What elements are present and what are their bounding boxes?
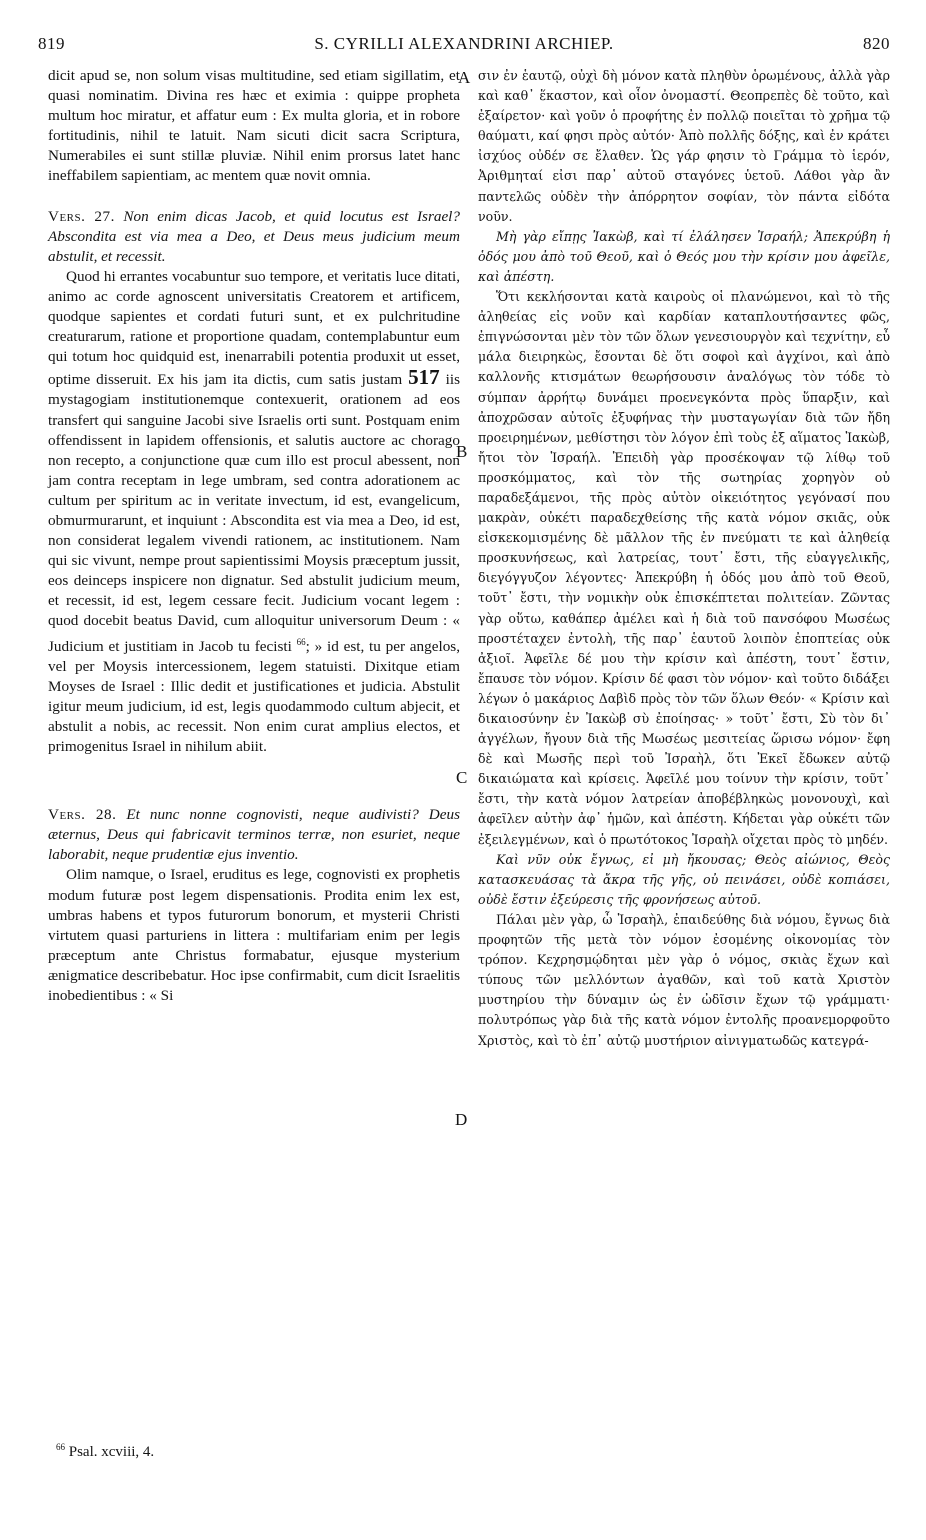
latin-paragraph [48,267,460,757]
footnote [56,1442,154,1461]
latin-verse-27 [48,207,460,267]
margin-letter-c: C [456,768,468,787]
latin-text: Quod hi errantes vocabuntur suo tempore, et veritatis luce ditati, animo ac corde agnoscent universitatis Creatorem et artificem, quodque sapientes et cordati futuri sunt, et ex pulchritudine creaturarum, ratione et proportione quadam, contemplabuntur eum qui totum hoc quidquid est, inenarrabili potentia produxit ut esset, optime disseruit. Ex his jam ita dictis, cum satis justam [48,267,460,389]
greek-column [478,66,890,1051]
running-title: S. CYRILLI ALEXANDRINI ARCHIEP. [314,34,614,53]
latin-column [48,66,460,1006]
latin-text: ; » id est, tu per angelos, vel per Moysis intercessionem, legem statuisti. Dixitque etiam Moyses de Israel : Illic dedit et justificationes et judicia. Abstulit igitur meum judicium, id est, legis quodammodo cultum abjecit, et abstulit a nobis, ac recessit. Non enim curat amplius electos, et primogenitus Israel in nihilum abiit. [48,637,460,756]
page-header [38,34,890,58]
footnote-ref: 66 [296,636,306,647]
footnote-number: 66 [56,1442,65,1452]
greek-paragraph: σιν ἐν ἑαυτῷ, οὐχὶ δὴ μόνον κατὰ πληθὺν ὁρωμένους, ἀλλὰ γὰρ καὶ καθ᾽ ἕκαστον, καὶ οἷον ὀνομαστί. Θεοπρεπὲς δὲ τοῦτο, καὶ ἐξαίρετον· καὶ γοῦν ὁ προφήτης ἐν πολλῷ ποιεῖται τὸ χρῆμα τῷ θαύματι, καί φησι πρὸς αὐτόν· Ἀπὸ πολλῆς δόξης, καὶ ἐν κράτει ἰσχύος οὐδέν σε ἔλαθεν. Ὡς γάρ φησιν τὸ Γράμμα τὸ ἱερόν, Ἀριθμηταί εἰσι παρ᾽ αὐτοῦ σταγόνες ὑετοῦ. Λάθοι γὰρ ἂν παντελῶς οὐδὲν τὴν ἀπόρρητον σοφίαν, τὸν πάντα εἰδότα νοῦν. [478,68,890,224]
latin-paragraph: dicit apud se, non solum visas multitudine, sed etiam sigillatim, et quasi nominatim. Divina res hæc et eximia : quippe propheta multum hoc miratur, et affatur eum : Ex multa gloria, et in robore fortitudinis, nihil te latuit. Nam sicuti dicit sacra Scriptura, Numerabiles ei sunt stillæ pluviæ. Nihil enim prorsus latet hanc ineffabilem sapientiam, ac mentem quæ novit omnia. [48,67,460,185]
margin-letter-b: B [456,442,468,461]
verse-text: Et nunc nonne cognovisti, neque audivisti? Deus æternus, Deus qui fabricavit terminos terræ, non esuriet, neque laborabit, neque prudentiæ ejus inventio. [48,806,460,864]
page-number-right: 820 [863,34,890,53]
margin-letter-a: A [458,68,471,87]
column-number: 517 [408,365,440,390]
greek-verse-28: Καὶ νῦν οὐκ ἔγνως, εἰ μὴ ἤκουσας; Θεὸς αἰώνιος, Θεὸς κατασκευάσας τὰ ἄκρα τῆς γῆς, οὐ πεινάσει, οὐδὲ κοπιάσει, οὐδὲ ἔστιν ἐξεύρεσις τῆς φρονήσεως αὐτοῦ. [478,851,890,907]
greek-paragraph: Πάλαι μὲν γὰρ, ὦ Ἰσραὴλ, ἐπαιδεύθης διὰ νόμου, ἔγνως διὰ προφητῶν τῆς μετὰ τὸν νόμον ἐσομένης οἰκονομίας τὸν τρόπον. Κεχρησμῴδηται μὲν γὰρ ὁ νόμος, σκιὰς ἔχων καὶ τύπους τῶν μελλόντων ἀγαθῶν, καὶ τοῦ κατὰ Χριστὸν μυστηρίου τὴν δύναμιν ὡς ἐν ὠδῖσιν ἔχων τῷ γράμματι· πολυτρόπως γὰρ διὰ τῆς κατὰ νόμον ἐντολῆς προανεμορφοῦτο Χριστὸς, καὶ τὸ ἐπ᾽ αὐτῷ μυστήριον αἰνιγματωδῶς κατεγρά- [478,911,890,1048]
margin-letter-d: D [455,1110,468,1129]
verse-number: Vers. 28. [48,806,117,824]
footnote-text: Psal. xcviii, 4. [68,1444,155,1460]
latin-text: iis mystagogiam institutionemque contexuerit, orationem ad eos transfert qui sanguine Jacobi sive Israelis orti sunt. Postquam enim offendissent in lapidem offensionis, et salutis auctore ac chorago non recepto, a conjunctione quæ cum illo est procul abessent, non jam contra receptam in lege umbram, sed contra adorationem ac cultum per spiritum ac in veritate invectum, id est, evangelicum, obmurmurarunt, et inquiunt : Abscondita est via mea a Deo, id est, non considerat legalem vivendi rationem, ac institutionem. Nam qui sic vivunt, nempe prout sapientissimi Moysis præceptum jussit, eos deinceps inspicere non dignatur. Sed abstulit judicium meum, et recessit, id est, legem cessare fecit. Judicium vocant legem : quod docebit beatus David, cum alloquitur universorum Deum : « Judicium et justitiam in Jacob tu fecisti [48,371,461,655]
latin-verse-28 [48,805,460,865]
greek-paragraph: Ὅτι κεκλήσονται κατὰ καιροὺς οἱ πλανώμενοι, καὶ τὸ τῆς ἀληθείας εἰς νοῦν καὶ καρδίαν καταπλουτήσαντες φῶς, ἐπιγνώσονται μὲν τὸν τῶν ὅλων γενεσιουργὸν καὶ τεχνίτην, εὖ μάλα διειρηκὼς, ἔσονται δὲ ὅτι σοφοὶ καὶ ἀγχίνοι, καὶ ἀπὸ καλλονῆς κτισμάτων θεωρήσουσιν ἀναλόγως τὸν τόδε τὸ σύμπαν ἀρρήτῳ δυνάμει προενεγκόντα πρὸς ὕπαρξιν, καὶ ἀποχρῶσαν αὐτοῖς ἐξυφήνας τὴν μυσταγωγίαν διὰ τῶν ἤδη προειρημένων, μεθίστησι τὸν λόγον ἐπὶ τοὺς ἐξ αἵματος Ἰακὼβ, ἤτοι τὸν Ἰσραήλ. Ἐπειδὴ γὰρ προσέκοψαν τῷ λίθῳ τοῦ προσκόμματος, καὶ τὸν τῆς σωτηρίας χορηγὸν οὐ παραδεξάμενοι, τῆς πρὸς αὐτὸν οἰκειότητος γεγόνασί που μακρὰν, οὐκέτι παραδεχθείσης τῆς κατὰ νόμον σκιᾶς, οὐκ εἰσκεκομισμένης δὲ μᾶλλον τῆς ἐν πνεύματι τε καὶ ἀληθείᾳ προσκυνήσεως, καὶ λατρείας, τουτ᾽ ἔστι, τῆς εὐαγγελικῆς, διεγόγγυζον λέγοντες· Ἀπεκρύβη ἡ ὁδός μου ἀπὸ τοῦ Θεοῦ, τοῦτ᾽ ἔστι, τὴν νομικὴν οὐκ ἐπισκέπτεται πολιτείαν. Ζῶντας γὰρ οὕτω, καθάπερ ἀμέλει καὶ ἡ διὰ τοῦ πανσόφου Μωσέως προστέταχεν ἐντολὴ, τῆς παρ᾽ ἑαυτοῦ λοιπὸν ἐποπτείας οὐκ ἀξιοῖ. Ἀφεῖλε δέ μου τὴν κρίσιν καὶ ἀπέστη, τουτ᾽ ἔστιν, ἔπαυσε τὸν νόμον. Κρίσιν δέ φασι τὸν νόμον· καὶ τοῦτο διδάξει λέγων ὁ μακάριος Δαβὶδ πρὸς τὸν τῶν ὅλων Θεόν· « Κρίσιν καὶ δικαιοσύνην ἐν Ἰακὼβ σὺ ἐποίησας· » τοῦτ᾽ ἔστι, Σὺ τὸν δι᾽ ἀγγέλων, ἤγουν διὰ τῆς Μωσέως μεσιτείας ὥρισω νόμον· ἔφη δὲ καὶ Μωσῆς περὶ τοῦ Ἰσραὴλ, ὅτι Ἐκεῖ ἔδωκεν αὐτῷ δικαιώματα καὶ κρίσεις. Ἀφεῖλέ μου τοίνυν τὴν κρίσιν, τοῦτ᾽ ἔστι, τὴν κατὰ νόμον λατρείαν ἀποβέβληκὼς μονονουχὶ, καὶ ἀφεῖλεν αὐτὴν ἀφ᾽ ἡμῶν, καὶ ἀπέστη. Κήδεται γὰρ οὐκέτι τῶν ἐξειλεγμένων, καὶ ὁ πρωτότοκος Ἰσραὴλ οἴχεται πρὸς τὸ μηδέν. [478,289,890,847]
verse-number: Vers. 27. [48,207,115,225]
page-number-left: 819 [38,34,65,53]
verse-text: Non enim dicas Jacob, et quid locutus est Israel? Abscondita est via mea a Deo, et Deus meus judicium meum abstulit, et recessit. [48,207,460,265]
latin-paragraph: Olim namque, o Israel, eruditus es lege, cognovisti ex prophetis modum futuræ post legem dispensationis. Prodita enim lex est, umbras habens et typos futurorum bonorum, et mysterii Christi virtutem quasi parturiens in littera : multifariam enim per legis præceptum ante Christus formabatur, ejusque mysterium ænigmatice describebatur. Hoc ipse confirmabit, cum dicit Israelitis inobedientibus : « Si [48,866,460,1004]
greek-verse-27: Μὴ γὰρ εἴπῃς Ἰακὼβ, καὶ τί ἐλάλησεν Ἰσραήλ; Ἀπεκρύβη ἡ ὁδός μου ἀπὸ τοῦ Θεοῦ, καὶ ὁ Θεός μου τὴν κρίσιν μου ἀφεῖλε, καὶ ἀπέστη. [478,228,890,284]
